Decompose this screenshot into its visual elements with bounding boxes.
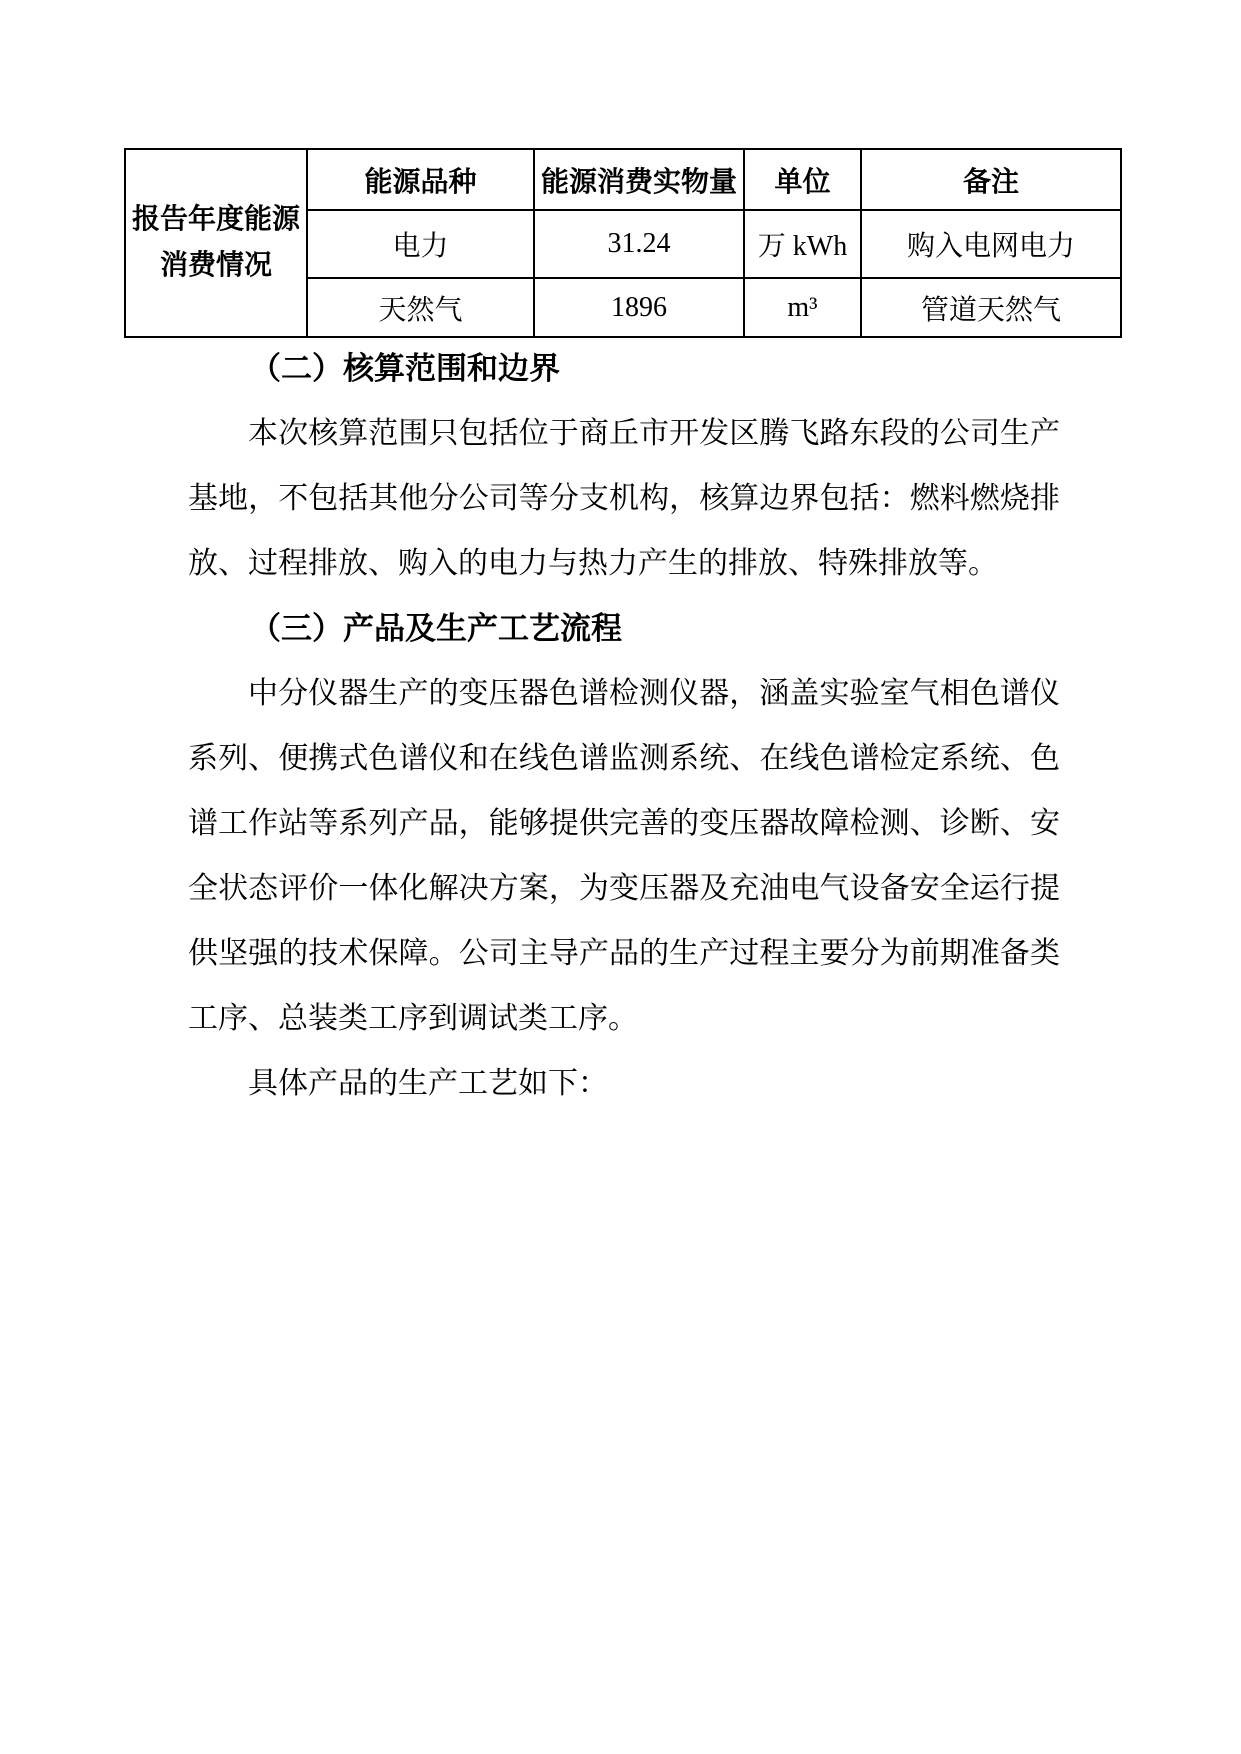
cell-unit: m³ <box>744 278 861 337</box>
cell-consumption: 1896 <box>534 278 744 337</box>
cell-unit: 万 kWh <box>744 210 861 278</box>
cell-energy-type: 电力 <box>307 210 534 278</box>
table-row-group-label: 报告年度能源消费情况 <box>125 149 307 337</box>
cell-energy-type: 天然气 <box>307 278 534 337</box>
energy-consumption-table <box>124 148 1122 338</box>
table-header-consumption: 能源消费实物量 <box>534 149 744 210</box>
cell-consumption: 31.24 <box>534 210 744 278</box>
document-body <box>188 336 1060 1116</box>
section-3-paragraph-2: 具体产品的生产工艺如下： <box>248 1067 608 1100</box>
table-header-energy-type: 能源品种 <box>307 149 534 210</box>
section-heading-2: （二）核算范围和边界 <box>250 351 560 386</box>
section-heading-3: （三）产品及生产工艺流程 <box>250 611 622 646</box>
table-header-unit: 单位 <box>744 149 861 210</box>
cell-note: 购入电网电力 <box>861 210 1121 278</box>
table-header-note: 备注 <box>861 149 1121 210</box>
section-3-paragraph-1: 中分仪器生产的变压器色谱检测仪器，涵盖实验室气相色谱仪系列、便携式色谱仪和在线色谱监测系统、在线色谱检定系统、色谱工作站等系列产品，能够提供完善的变压器故障检测、诊断、安全状态评价一体化解决方案，为变压器及充油电气设备安全运行提供坚强的技术保障。公司主导产品的生产过程主要分为前期准备类工序、总装类工序到调试类工序。 <box>188 677 1060 1035</box>
section-2-paragraph: 本次核算范围只包括位于商丘市开发区腾飞路东段的公司生产基地，不包括其他分公司等分支机构，核算边界包括：燃料燃烧排放、过程排放、购入的电力与热力产生的排放、特殊排放等。 <box>188 417 1060 580</box>
cell-note: 管道天然气 <box>861 278 1121 337</box>
